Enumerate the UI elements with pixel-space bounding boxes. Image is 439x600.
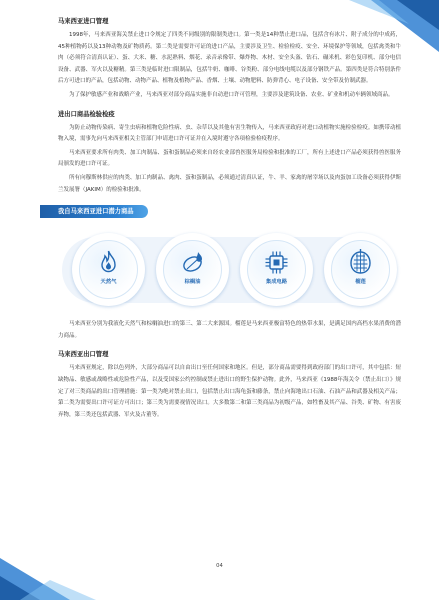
product-palm-oil: [150, 227, 235, 312]
page-number: 04: [216, 563, 223, 569]
potential-products-icons: [58, 227, 401, 312]
natural-gas-flame-icon: [94, 248, 123, 277]
paragraph: 1998年，马来西亚海关禁止进口令规定了四类不同级别的限制类进口。第一类是14种禁止进口品，包括含有冰片、附子成分的中成药，45种植物药以及13种动物及矿物质药。第二类是需要许可证的进口产品，主要涉及卫生、检验检疫、安全、环境保护等领域，包括禽类和牛肉（必须符合清真认证）、蛋、大米、糖、水泥熟料、烟花、录音录像带、爆炸物、木材、安全头盔、钻石、碾米机、彩色复印机、部分电信设备、武器、军火以及糖精。第三类是临时进口限制品，包括牛奶、咖啡、谷类粉、部分电线电缆以及部分钢铁产品。第四类是符合特别条件后方可进口的产品，包括动物、动物产品、植物及植物产品、香烟、土壤、动物肥料、防弹背心、电子设备、安全带及仿制武器。: [58, 32, 401, 85]
paragraph: 为防止动物传染病、寄生虫病和植物危险性病、虫、杂草以及其他有害生物传入，马来西亚政府对进口动植物实施检验检疫。如携带动植物入境，需事先向马来西亚相关主管部门申请进口许可证并在入境时遵守各项检验检疫程序。: [58, 124, 401, 143]
paragraph: 所有向穆斯林供应的肉类、加工肉制品、禽肉、蛋和蛋制品，必须通过清真认证，牛、羊、家禽的屠宰场以及肉蛋加工设备必须获得伊斯兰发展署（JAKIM）的检验和批准。: [58, 174, 401, 193]
durian-fruit-icon: [346, 248, 375, 277]
product-label: 棕榈油: [184, 279, 201, 286]
section-title-export-management: 马来西亚出口管理: [58, 351, 109, 359]
product-label: 集成电路: [265, 279, 288, 286]
paragraph: 马来西亚要求所有肉类、加工肉制品、蛋和蛋制品必须来自经农业部兽医服务局检验和批准的工厂，所有上述进口产品必须获得兽医服务局颁发的进口许可证。: [58, 149, 401, 168]
potential-products-banner: 我自马来西亚进口潜力商品: [40, 205, 148, 218]
content-column: [58, 17, 401, 423]
product-integrated-circuit: [234, 227, 319, 312]
corner-decoration-bottom-left: [0, 550, 96, 600]
product-label: 榴莲: [355, 279, 366, 286]
paragraph: 为了保护敏感产业和战略产业，马来西亚对部分商品实施非自动进口许可管理，主要涉及建筑设备、农业、矿业和机动车辆领域商品。: [69, 91, 394, 98]
product-durian: [318, 227, 403, 312]
palm-oil-drop-icon: [178, 248, 207, 277]
section-title-inspection-quarantine: 进出口商品检验检疫: [58, 110, 115, 118]
product-natural-gas: [66, 227, 151, 312]
product-label: 天然气: [100, 279, 117, 286]
section-title-import-management: 马来西亚进口管理: [58, 18, 109, 25]
integrated-circuit-chip-icon: [262, 248, 291, 277]
paragraph: 马来西亚规定，除以色列外，大部分商品可以自由出口至任何国家和地区。但是，部分商品需要得到政府部门的出口许可，其中包括：短缺物品、敏感或战略性或危险性产品，以及受国家公约控制或禁止进出口的野生保护动物。此外，马来西亚《1988年海关令（禁止出口）》规定了对三类商品的出口管理措施：第一类为绝对禁止出口，包括禁止出口海龟蛋和藤条，禁止向海地出口石油、石油产品和武器及相关产品；第二类为需要出口许可证方可出口；第三类为需要视情况出口。大多数第二和第三类商品为初级产品，如牲畜及其产品、谷类、矿物、有害废弃物，第三类还包括武器、军火及古董等。: [58, 365, 401, 418]
potential-products-note: 马来西亚分别为我液化天然气和棕榈油进口的第三、第二大来源国。榴莲是马来西亚极富特色的热带水果，是满足国内高档水果消费的潜力商品。: [58, 321, 401, 339]
